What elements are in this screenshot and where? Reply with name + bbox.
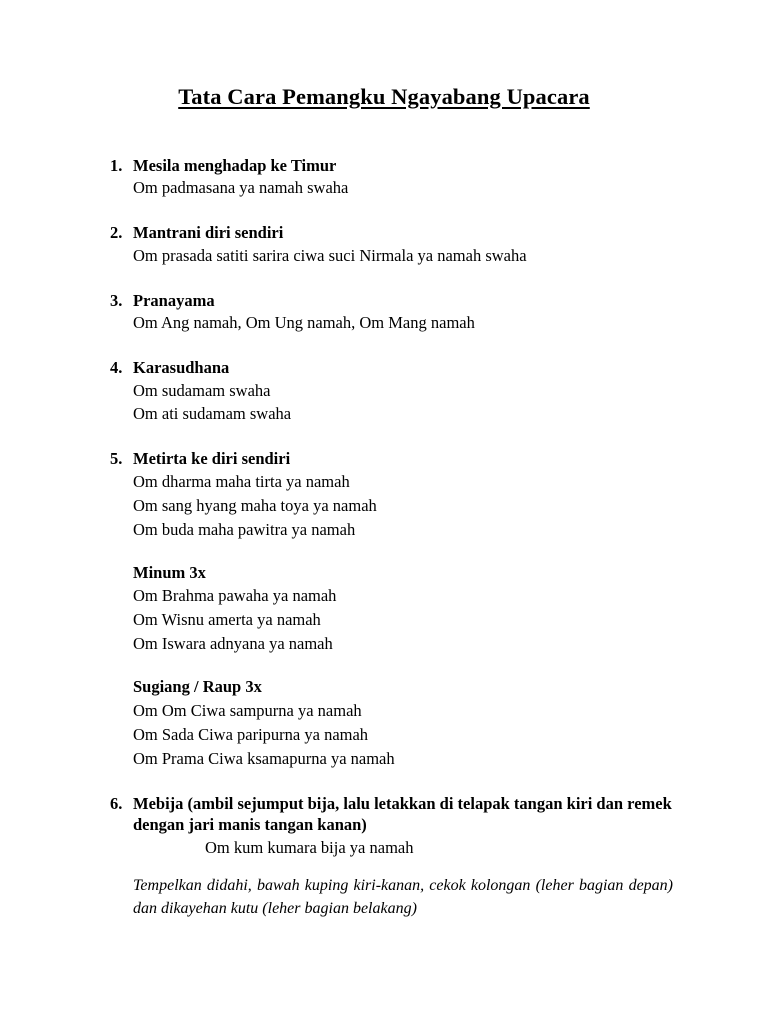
instruction-note: Tempelkan didahi, bawah kuping kiri-kanan, cekok kolongan (leher bagian depan) dan dikayehan kutu (leher bagian belakang) xyxy=(133,876,673,917)
list-item xyxy=(110,357,676,426)
mantra-line: Om Sada Ciwa paripurna ya namah xyxy=(133,725,369,745)
list-item xyxy=(110,793,676,920)
sub-block xyxy=(110,675,676,771)
sub-block xyxy=(110,561,676,657)
list-item xyxy=(110,290,676,335)
list-item-heading xyxy=(110,155,676,176)
mantra-line: Om Brahma pawaha ya namah xyxy=(133,586,337,606)
list-item-heading xyxy=(110,793,676,836)
sub-block-heading: Minum 3x xyxy=(133,562,206,582)
mantra-line: Om dharma maha tirta ya namah xyxy=(133,471,350,491)
mantra-line: Om Om Ciwa sampurna ya namah xyxy=(133,701,362,721)
mantra-line: Om sang hyang maha toya ya namah xyxy=(133,495,377,515)
mantra-line: Om Ang namah, Om Ung namah, Om Mang namah xyxy=(133,313,475,333)
page-title-text: Tata Cara Pemangku Ngayabang Upacara xyxy=(178,84,590,109)
page-title xyxy=(96,84,672,110)
mantra-line: Om Wisnu amerta ya namah xyxy=(133,610,321,630)
list-item-heading xyxy=(110,357,676,378)
list-item-heading-text: Pranayama xyxy=(133,290,215,310)
list-item-heading-text: Mesila menghadap ke Timur xyxy=(133,156,337,175)
list-item-number: 1. xyxy=(110,156,123,175)
list-item-heading-text: Metirta ke diri sendiri xyxy=(133,449,291,469)
mantra-line: Om buda maha pawitra ya namah xyxy=(133,519,356,539)
list-item xyxy=(110,222,676,267)
mantra-line: Om prasada satiti sarira ciwa suci Nirmala ya namah swaha xyxy=(133,245,527,265)
list-item xyxy=(110,448,676,771)
list-item-heading xyxy=(110,448,676,469)
sub-block-heading: Sugiang / Raup 3x xyxy=(133,677,262,697)
list-item-number: 6. xyxy=(110,793,123,813)
mantra-line: Om ati sudamam swaha xyxy=(133,404,292,424)
mantra-line: Om Iswara adnyana ya namah xyxy=(133,634,333,654)
list-item-number: 4. xyxy=(110,358,123,378)
list-item-number: 2. xyxy=(110,223,123,243)
list-item-heading xyxy=(110,222,676,243)
procedure-list xyxy=(110,155,676,920)
list-item-number: 5. xyxy=(110,449,123,469)
list-item-number: 3. xyxy=(110,290,123,310)
list-item-heading-text: Karasudhana xyxy=(133,358,230,378)
mantra-line: Om Prama Ciwa ksamapurna ya namah xyxy=(133,749,395,769)
list-item-heading-text: Mebija (ambil sejumput bija, lalu letakkan di telapak tangan kiri dan remek dengan jari manis tangan kanan) xyxy=(133,793,672,835)
list-item-heading xyxy=(110,290,676,311)
list-item-heading-text: Mantrani diri sendiri xyxy=(133,223,284,243)
mantra-line: Om padmasana ya namah swaha xyxy=(133,178,349,198)
mantra-line: Om kum kumara bija ya namah xyxy=(205,837,414,857)
list-item xyxy=(110,155,676,200)
mantra-line: Om sudamam swaha xyxy=(133,380,271,400)
